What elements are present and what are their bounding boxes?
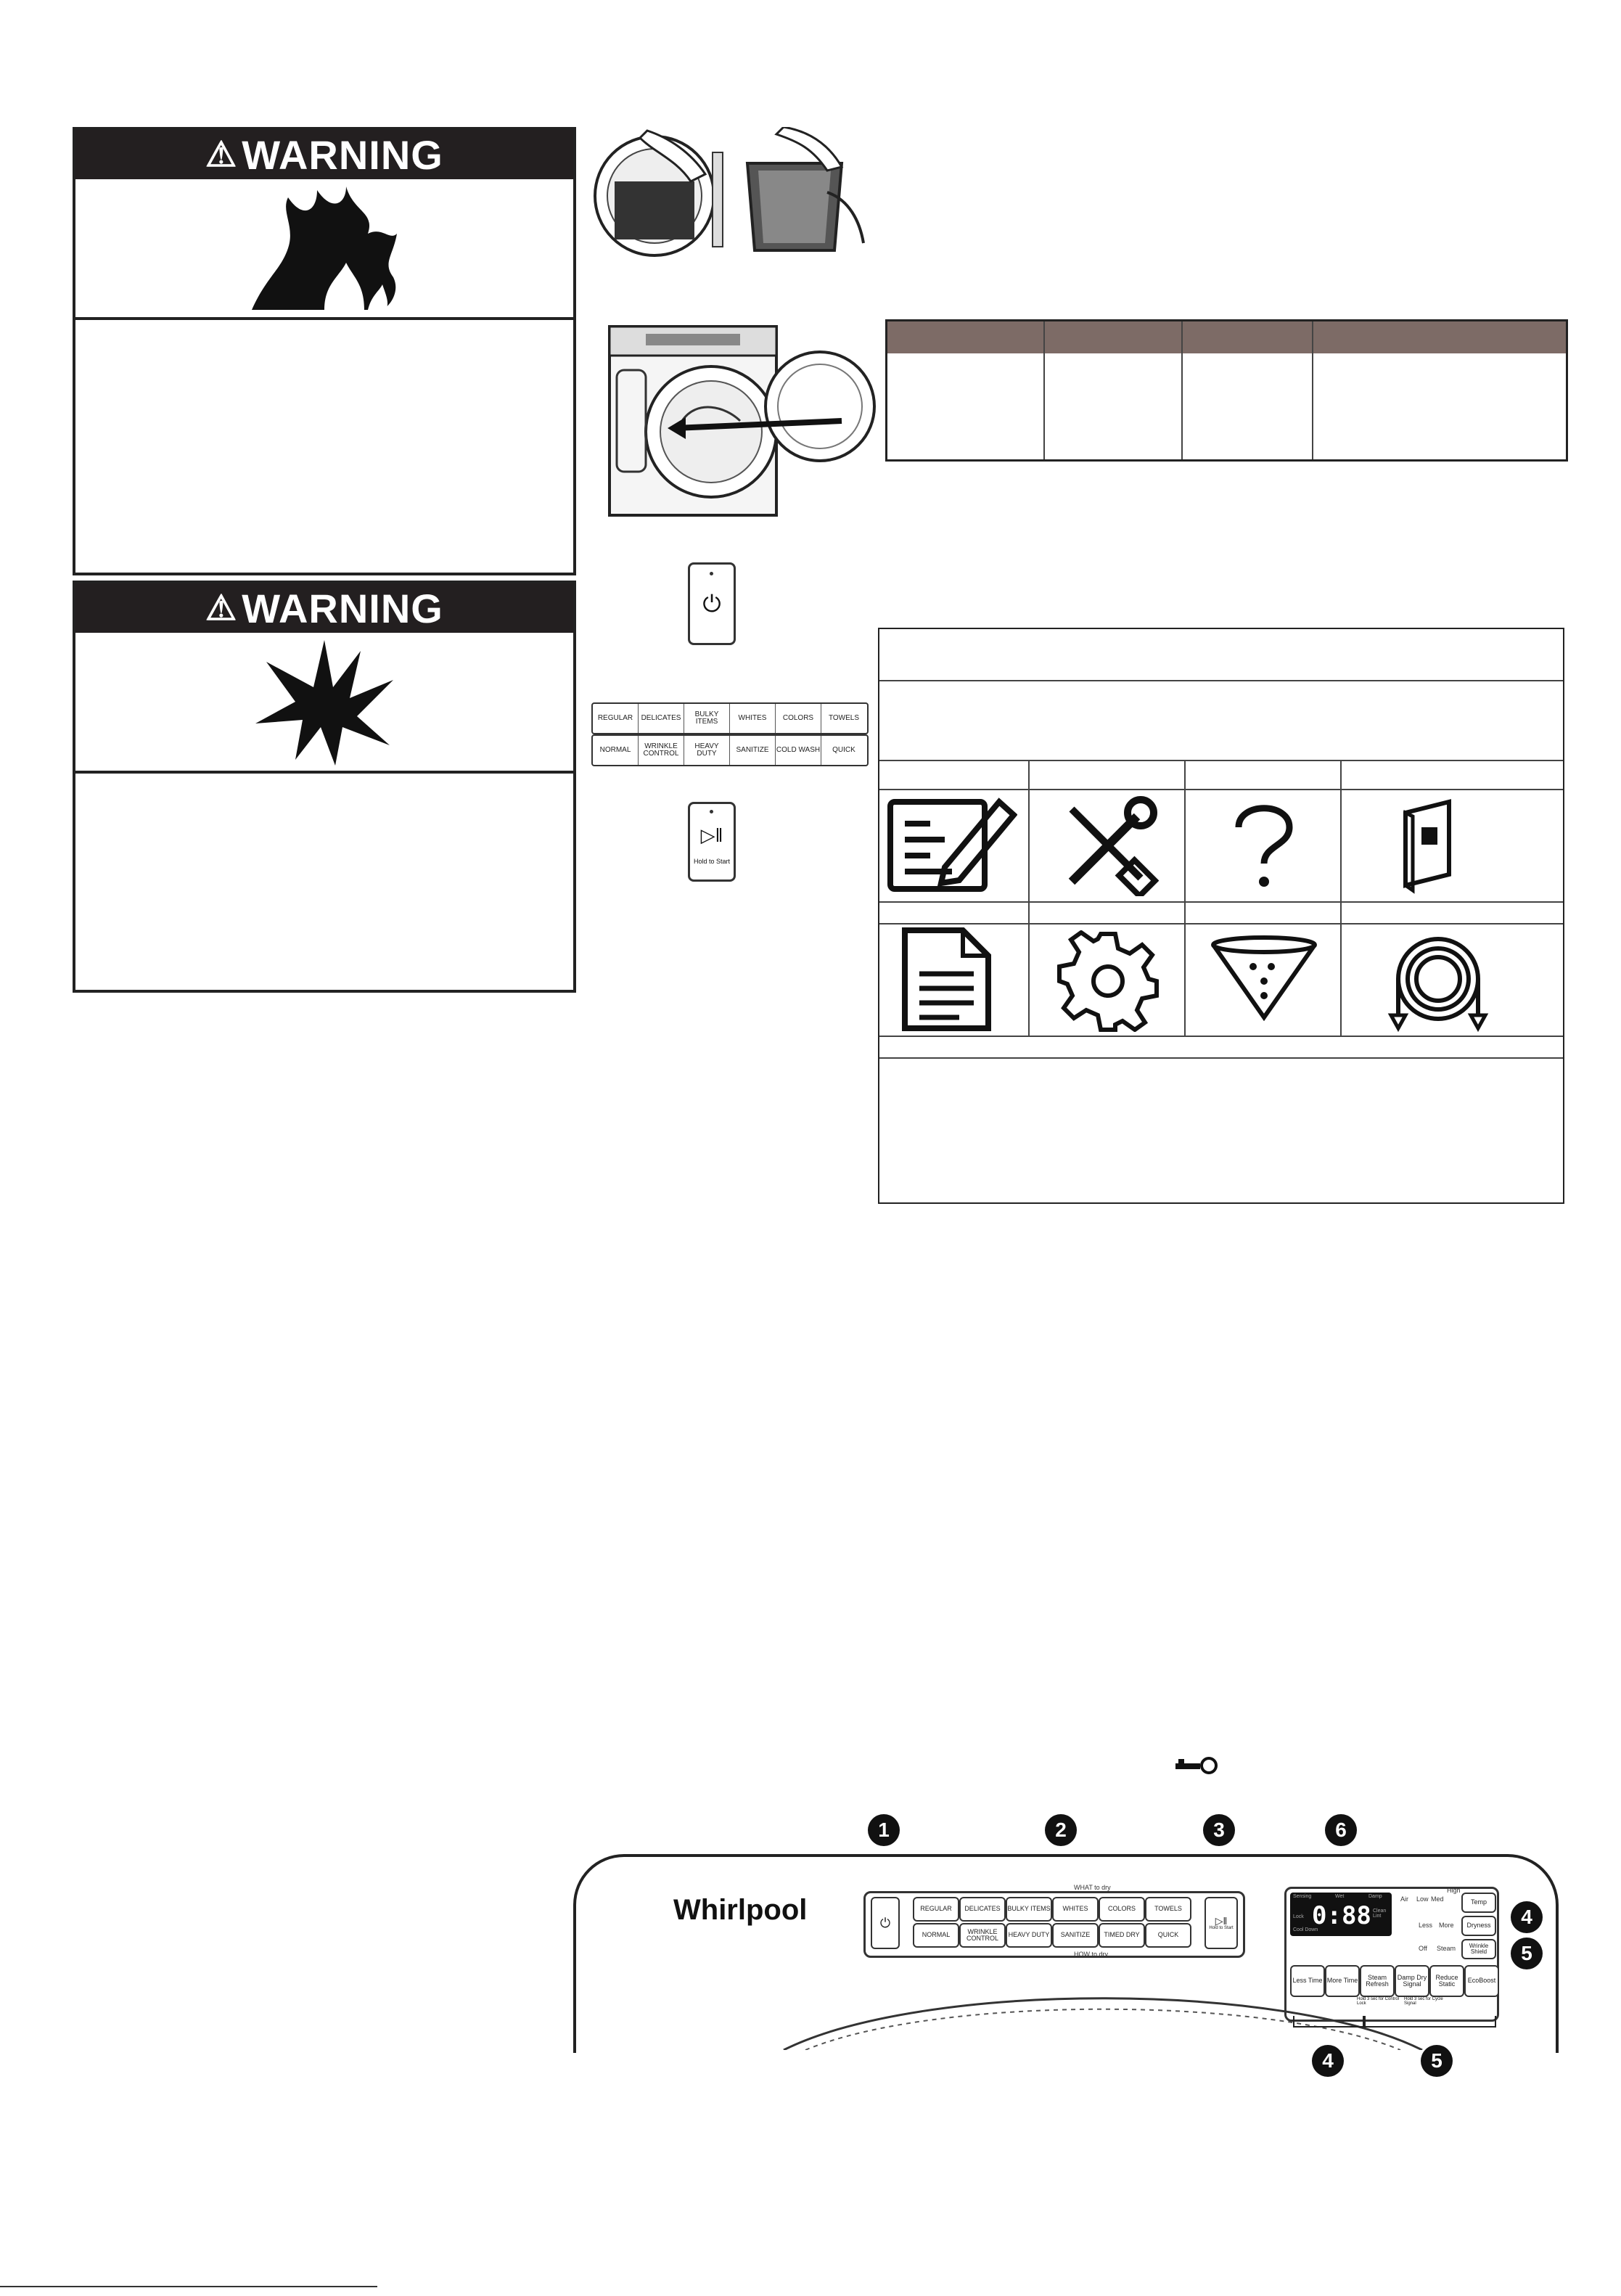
cycle-heavy-duty[interactable]: HEAVY DUTY bbox=[684, 736, 730, 765]
warning-triangle-icon: ⚠ bbox=[205, 589, 238, 628]
panel-cycle-timed-dry[interactable]: TIMED DRY bbox=[1099, 1923, 1145, 1948]
damp-dry-signal-button[interactable]: Damp Dry Signal bbox=[1395, 1965, 1429, 1997]
table-row bbox=[879, 629, 1563, 681]
warning-title: WARNING bbox=[242, 585, 443, 631]
column-divider bbox=[1184, 760, 1186, 1036]
lint-filter-cleaning-illustration bbox=[733, 127, 871, 265]
start-button-label: Hold to Start bbox=[693, 858, 731, 865]
callout-3: 3 bbox=[1203, 1814, 1235, 1846]
lint-filter-icon bbox=[1210, 934, 1318, 1021]
brand-logo: Whirlpool bbox=[673, 1894, 808, 1926]
play-pause-icon: ▷‖ bbox=[700, 824, 723, 846]
cycle-colors[interactable]: COLORS bbox=[776, 704, 821, 733]
panel-cycle-colors[interactable]: COLORS bbox=[1099, 1897, 1145, 1922]
key-icon bbox=[1175, 1756, 1219, 1775]
temp-level-low: Low bbox=[1416, 1895, 1429, 1903]
temp-button[interactable]: Temp bbox=[1461, 1893, 1496, 1913]
panel-cycle-quick[interactable]: QUICK bbox=[1145, 1923, 1191, 1948]
panel-cycle-sanitize[interactable]: SANITIZE bbox=[1052, 1923, 1099, 1948]
table-column bbox=[1181, 321, 1313, 459]
lint-filter-removal-illustration bbox=[589, 123, 727, 265]
display-lock: Lock bbox=[1293, 1914, 1304, 1919]
cycle-selector-illustration bbox=[591, 702, 867, 768]
lcd-display bbox=[1290, 1893, 1392, 1936]
registration-icon bbox=[887, 795, 1017, 896]
power-icon: ⏻ bbox=[702, 591, 721, 617]
panel-cycle-towels[interactable]: TOWELS bbox=[1145, 1897, 1191, 1922]
callout-6: 6 bbox=[1325, 1814, 1357, 1846]
ecoboost-button[interactable]: EcoBoost bbox=[1464, 1965, 1499, 1997]
footer-rule bbox=[0, 2286, 377, 2287]
how-to-dry-label: HOW to dry bbox=[1074, 1951, 1109, 1958]
panel-cycle-normal[interactable]: NORMAL bbox=[913, 1923, 959, 1948]
table-row bbox=[879, 760, 1563, 790]
tools-icon bbox=[1057, 795, 1159, 896]
steam-refresh-button[interactable]: Steam Refresh bbox=[1360, 1965, 1395, 1997]
dryer-open-door-illustration bbox=[602, 312, 878, 522]
table-row bbox=[879, 1036, 1563, 1059]
explosion-icon bbox=[252, 636, 397, 767]
cycle-towels[interactable]: TOWELS bbox=[828, 713, 860, 722]
callout-4-right: 4 bbox=[1511, 1901, 1543, 1933]
indicator-light bbox=[710, 810, 713, 813]
power-button-illustration[interactable] bbox=[688, 562, 736, 645]
display-damp: Damp bbox=[1368, 1894, 1382, 1899]
table-row bbox=[879, 680, 1563, 761]
cycle-wrinkle-control[interactable]: WRINKLE CONTROL bbox=[639, 736, 684, 765]
panel-start-label: Hold to Start bbox=[1209, 1926, 1234, 1931]
column-divider bbox=[1340, 760, 1342, 1036]
play-pause-icon: ▷‖ bbox=[1215, 1914, 1228, 1927]
display-wet: Wet bbox=[1335, 1894, 1345, 1899]
cycle-regular[interactable]: REGULAR bbox=[593, 704, 639, 733]
cycle-row-1 bbox=[591, 702, 869, 734]
hold-note-cycle-signal: Hold 3 sec for Cycle Signal bbox=[1404, 1997, 1443, 2006]
cycle-cold-wash[interactable]: COLD WASH bbox=[776, 736, 821, 765]
panel-cycle-bulky-items[interactable]: BULKY ITEMS bbox=[1006, 1897, 1052, 1922]
warning-header bbox=[75, 130, 573, 179]
table-column bbox=[1043, 321, 1183, 459]
cycle-whites[interactable]: WHITES bbox=[730, 704, 776, 733]
warning-box-explosion bbox=[73, 581, 576, 993]
what-to-dry-label: WHAT to dry bbox=[1074, 1884, 1111, 1891]
question-icon bbox=[1220, 795, 1308, 896]
panel-cycle-wrinkle-control[interactable]: WRINKLE CONTROL bbox=[959, 1923, 1006, 1948]
panel-cycle-whites[interactable]: WHITES bbox=[1052, 1897, 1099, 1922]
reduce-static-button[interactable]: Reduce Static bbox=[1429, 1965, 1464, 1997]
hold-note-control-lock: Hold 3 sec for Control Lock bbox=[1357, 1997, 1400, 2006]
fire-pictogram bbox=[75, 179, 573, 320]
callout-1: 1 bbox=[868, 1814, 900, 1846]
temp-level-air: Air bbox=[1400, 1895, 1408, 1903]
callout-4-bottom: 4 bbox=[1312, 2045, 1344, 2077]
wrinkle-level-off: Off bbox=[1419, 1945, 1427, 1952]
indicator-light bbox=[710, 572, 713, 575]
warning-triangle-icon: ⚠ bbox=[205, 136, 238, 174]
panel-cycle-regular[interactable]: REGULAR bbox=[913, 1897, 959, 1922]
document-icon bbox=[898, 927, 999, 1032]
hose-icon bbox=[1384, 928, 1493, 1033]
manual-book-icon bbox=[1391, 795, 1471, 896]
cycle-quick[interactable]: QUICK bbox=[832, 745, 855, 754]
cycle-bulky-items[interactable]: BULKY ITEMS bbox=[684, 704, 730, 733]
dryness-level-less: Less bbox=[1419, 1922, 1433, 1929]
bracket-right bbox=[1363, 2016, 1496, 2028]
display-digits: 0:88 bbox=[1312, 1901, 1371, 1930]
more-time-button[interactable]: More Time bbox=[1325, 1965, 1360, 1997]
bracket-left bbox=[1293, 2016, 1366, 2028]
callout-5-bottom: 5 bbox=[1421, 2045, 1453, 2077]
temp-level-med: Med bbox=[1431, 1895, 1444, 1903]
warning-title: WARNING bbox=[242, 131, 443, 178]
temp-level-high: High bbox=[1447, 1887, 1461, 1894]
explosion-pictogram bbox=[75, 633, 573, 774]
cycle-delicates[interactable]: DELICATES bbox=[639, 704, 684, 733]
wrinkle-shield-button[interactable]: Wrinkle Shield bbox=[1461, 1939, 1496, 1959]
warning-header bbox=[75, 583, 573, 633]
column-divider bbox=[1028, 760, 1030, 1036]
callout-5-right: 5 bbox=[1511, 1938, 1543, 1969]
resources-table bbox=[878, 628, 1564, 1204]
cycle-normal[interactable]: NORMAL bbox=[593, 736, 639, 765]
panel-start-button[interactable] bbox=[1205, 1897, 1238, 1949]
dryness-button[interactable]: Dryness bbox=[1461, 1916, 1496, 1936]
display-clean-lint: Clean Lint bbox=[1373, 1908, 1387, 1919]
less-time-button[interactable]: Less Time bbox=[1290, 1965, 1325, 1997]
display-sensing: Sensing bbox=[1293, 1894, 1312, 1899]
warning-box-fire bbox=[73, 127, 576, 575]
fire-icon bbox=[237, 183, 411, 313]
table-column bbox=[887, 321, 1045, 459]
display-cool-down: Cool Down bbox=[1293, 1927, 1318, 1932]
wrinkle-level-steam: Steam bbox=[1437, 1945, 1456, 1952]
gear-icon bbox=[1057, 930, 1159, 1032]
panel-cycle-heavy-duty[interactable]: HEAVY DUTY bbox=[1006, 1923, 1052, 1948]
callout-2: 2 bbox=[1045, 1814, 1077, 1846]
cycle-row-2 bbox=[591, 734, 869, 766]
cycle-sanitize[interactable]: SANITIZE bbox=[730, 736, 776, 765]
table-row bbox=[879, 901, 1563, 924]
panel-power-button[interactable]: ⏻ bbox=[871, 1897, 900, 1949]
panel-cycle-delicates[interactable]: DELICATES bbox=[959, 1897, 1006, 1922]
specifications-table bbox=[885, 319, 1568, 462]
dryness-level-more: More bbox=[1439, 1922, 1454, 1929]
start-button-illustration[interactable] bbox=[688, 802, 736, 882]
